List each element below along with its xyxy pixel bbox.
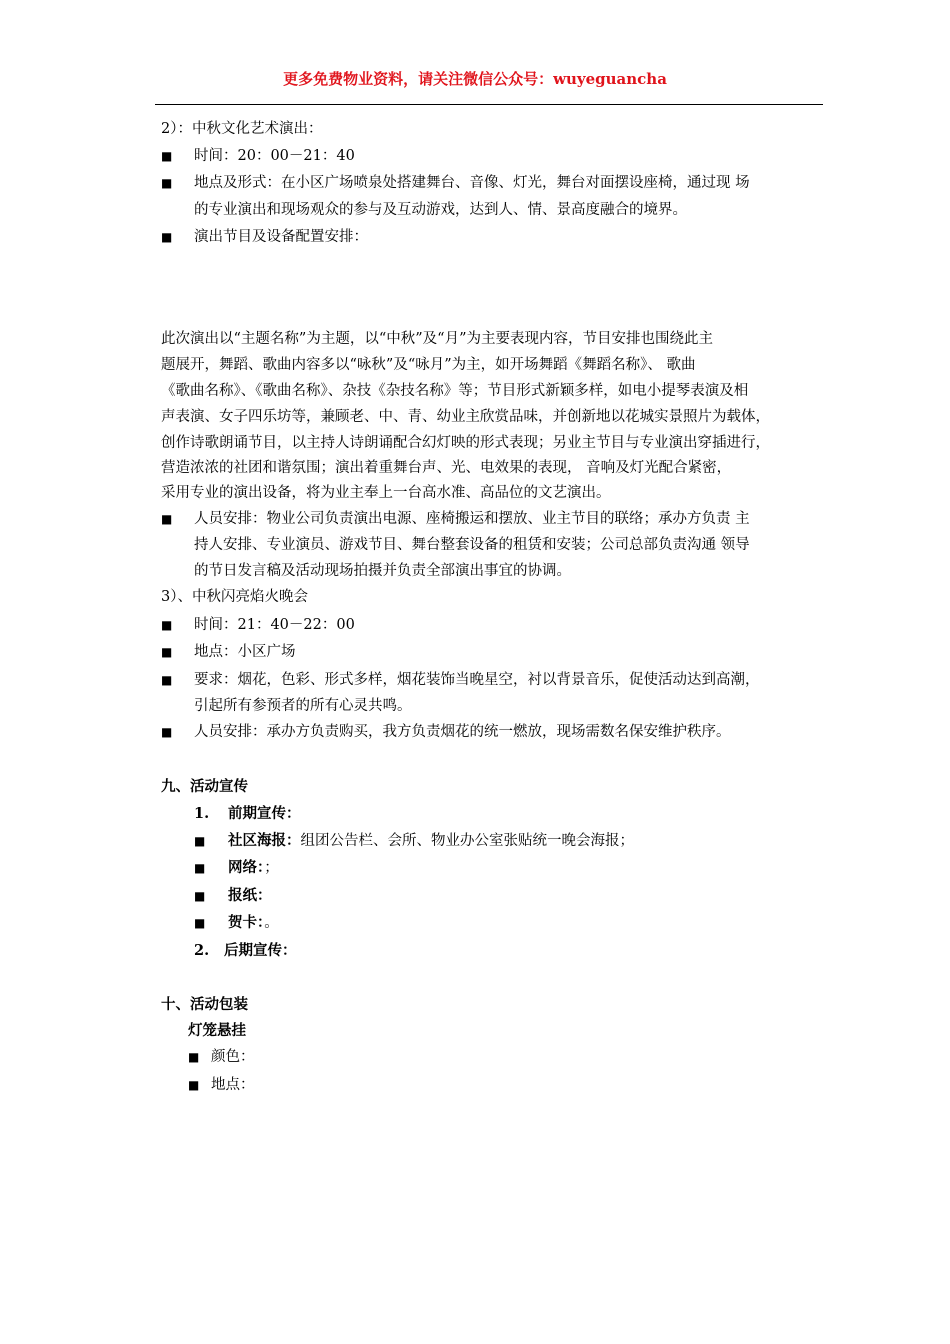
paragraph-line: 创作诗歌朗诵节目，以主持人诗朗诵配合幻灯映的形式表现；另业主节目与专业演出穿插进行， (161, 435, 770, 451)
poster-label: 社区海报： (228, 832, 301, 849)
card-label: 贺卡： (228, 914, 265, 931)
section-10-title: 十、活动包装 (161, 996, 248, 1013)
section-2-title: 2）：中秋文化艺术演出： (161, 121, 323, 137)
header-title: 更多免费物业资料，请关注微信公众号：wuyeguancha (283, 70, 667, 88)
bullet-icon: ■ (161, 725, 173, 739)
item-1-number: 1. (194, 805, 210, 822)
poster-row (228, 831, 634, 851)
program-text: 演出节目及设备配置安排： (194, 229, 368, 245)
staff-line: 的节日发言稿及活动现场拍摄并负责全部演出事宜的协调。 (194, 563, 571, 579)
newspaper-label: 报纸： (228, 887, 272, 904)
location-text-1: 地点及形式：在小区广场喷泉处搭建舞台、音像、灯光，舞台对面摆设座椅，通过现 场 (194, 175, 750, 191)
section-9-title: 九、活动宣传 (161, 778, 248, 795)
bullet-icon: ■ (194, 889, 206, 903)
bullet-icon: ■ (194, 916, 206, 930)
time-text: 时间：20：00－21：40 (194, 148, 355, 164)
bullet-icon: ■ (194, 861, 206, 875)
paragraph-line: 采用专业的演出设备，将为业主奉上一台高水准、高品位的文艺演出。 (161, 485, 611, 501)
fireworks-req-2: 引起所有参预者的所有心灵共鸣。 (194, 698, 412, 714)
header-divider (155, 104, 823, 105)
item-1-label: 前期宣传： (228, 805, 301, 822)
bullet-icon: ■ (161, 512, 173, 526)
card-text: 。 (264, 915, 279, 931)
bullet-icon: ■ (161, 645, 173, 659)
network-label: 网络： (228, 859, 265, 876)
bullet-icon: ■ (161, 149, 173, 163)
staff-line: 持人安排、专业演员、游戏节目、舞台整套设备的租赁和安装；公司总部负责沟通 领导 (194, 537, 750, 553)
network-row (228, 858, 279, 878)
staff-line: 人员安排：物业公司负责演出电源、座椅搬运和摆放、业主节目的联络；承办方负责 主 (194, 511, 750, 527)
bullet-icon: ■ (194, 834, 206, 848)
network-text: ； (264, 860, 279, 876)
paragraph-line: 声表演、女子四乐坊等，兼顾老、中、青、幼业主欣赏品味，并创新地以花城实景照片为载体， (161, 409, 770, 425)
bullet-icon: ■ (161, 673, 173, 687)
paragraph-line: 营造浓浓的社团和谐氛围；演出着重舞台声、光、电效果的表现， 音响及灯光配合紧密， (161, 460, 732, 476)
bullet-icon: ■ (188, 1078, 200, 1092)
paragraph-line: 此次演出以“主题名称”为主题，以“中秋”及“月”为主要表现内容，节目安排也围绕此主 (161, 331, 713, 347)
item-2-label: 后期宣传： (224, 942, 297, 959)
paragraph-line: 题展开，舞蹈、歌曲内容多以“咏秋”及“咏月”为主，如开场舞蹈《舞蹈名称》、 歌曲 (161, 357, 696, 373)
bullet-icon: ■ (188, 1050, 200, 1064)
fireworks-staff: 人员安排：承办方负责购买，我方负责烟花的统一燃放，现场需数名保安维护秩序。 (194, 724, 731, 740)
bullet-icon: ■ (161, 230, 173, 244)
paragraph-line: 《歌曲名称》、《歌曲名称》、杂技《杂技名称》等；节目形式新颖多样，如电小提琴表演及相 (161, 383, 749, 399)
fireworks-time: 时间：21：40－22：00 (194, 617, 355, 633)
poster-text: 组团公告栏、会所、物业办公室张贴统一晚会海报； (300, 833, 634, 849)
fireworks-req-1: 要求：烟花，色彩、形式多样，烟花装饰当晚星空，衬以背景音乐，促使活动达到高潮， (194, 672, 760, 688)
location-text-2: 的专业演出和现场观众的参与及互动游戏，达到人、情、景高度融合的境界。 (194, 202, 687, 218)
bullet-icon: ■ (161, 176, 173, 190)
fireworks-place: 地点：小区广场 (194, 644, 296, 660)
section-3-title: 3）、中秋闪亮焰火晚会 (161, 589, 308, 605)
lantern-subtitle: 灯笼悬挂 (188, 1022, 246, 1039)
bullet-icon: ■ (161, 618, 173, 632)
card-row (228, 913, 279, 933)
item-2-number: 2. (194, 942, 210, 959)
lantern-color: 颜色： (211, 1049, 255, 1065)
lantern-place: 地点： (211, 1077, 255, 1093)
